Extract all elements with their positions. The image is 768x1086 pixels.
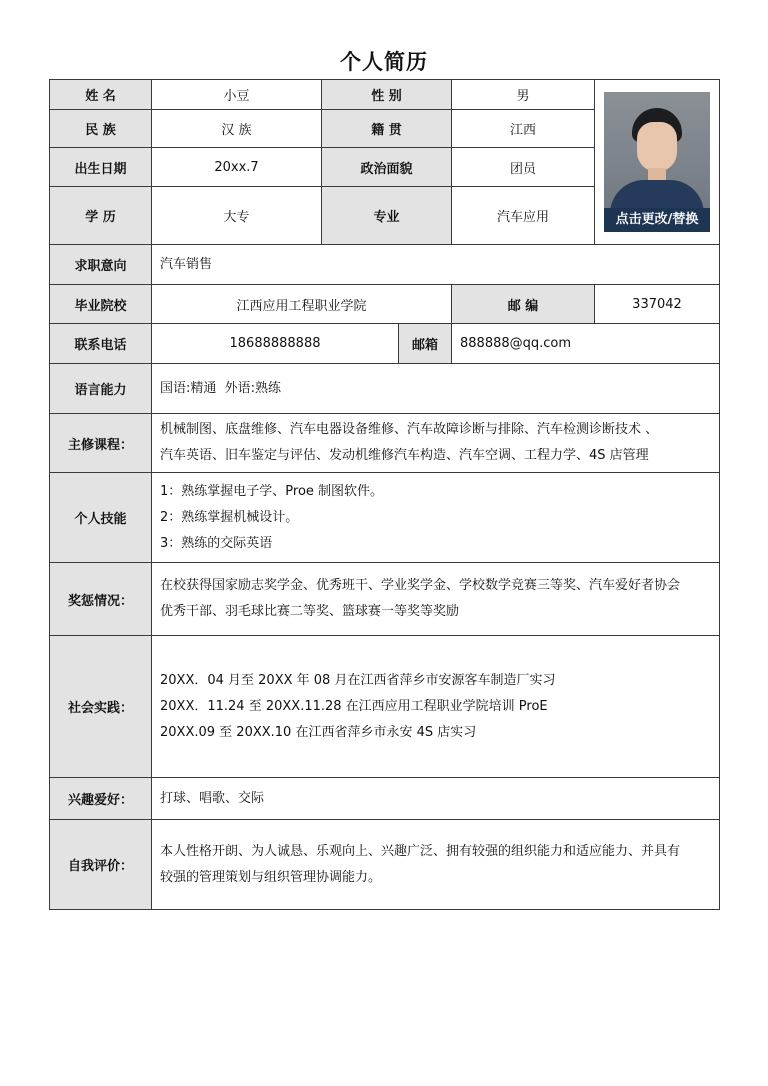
hobbies-value: 打球、唱歌、交际 (152, 778, 720, 820)
practice-line: 20XX．11.24 至 20XX.11.28 在江西应用工程职业学院培训 ProE (160, 698, 548, 714)
ethnicity-value: 汉 族 (152, 110, 322, 148)
phone-value: 18688888888 (152, 324, 399, 364)
practice-value (152, 636, 720, 778)
education-label: 学 历 (50, 187, 152, 245)
birth-value: 20xx.7 (152, 148, 322, 187)
job-intent-label: 求职意向 (50, 245, 152, 285)
postcode-value: 337042 (595, 285, 720, 324)
language-value: 国语:精通 外语:熟练 (152, 364, 720, 414)
resume-title: 个人简历 (340, 50, 428, 74)
name-label: 姓 名 (50, 80, 152, 110)
major-value: 汽车应用 (452, 187, 595, 245)
postcode-label: 邮 编 (452, 285, 595, 324)
politics-label: 政治面貌 (322, 148, 452, 187)
education-value: 大专 (152, 187, 322, 245)
email-label: 邮箱 (399, 324, 452, 364)
politics-value: 团员 (452, 148, 595, 187)
birth-label: 出生日期 (50, 148, 152, 187)
awards-label: 奖惩情况： (50, 563, 152, 636)
name-value: 小豆 (152, 80, 322, 110)
self-eval-label: 自我评价： (50, 820, 152, 910)
ethnicity-label: 民 族 (50, 110, 152, 148)
self-eval-line: 本人性格开朗、为人诚恳、乐观向上、兴趣广泛、拥有较强的组织能力和适应能力、并具有 (160, 843, 681, 859)
school-value: 江西应用工程职业学院 (152, 285, 452, 324)
courses-line: 机械制图、底盘维修、汽车电器设备维修、汽车故障诊断与排除、汽车检测诊断技术 、 (160, 422, 659, 437)
email-value: 888888@qq.com (452, 324, 720, 364)
practice-label: 社会实践： (50, 636, 152, 778)
phone-label: 联系电话 (50, 324, 152, 364)
photo-face-shape (637, 122, 677, 172)
job-intent-value: 汽车销售 (152, 245, 720, 285)
photo-replace-button[interactable]: 点击更改/替换 (604, 208, 710, 232)
origin-label: 籍 贯 (322, 110, 452, 148)
practice-line: 20XX.09 至 20XX.10 在江西省萍乡市永安 4S 店实习 (160, 724, 477, 740)
self-eval-value (152, 820, 720, 910)
skills-value (152, 473, 720, 563)
language-label: 语言能力 (50, 364, 152, 414)
hobbies-label: 兴趣爱好： (50, 778, 152, 820)
skills-line: 2：熟练掌握机械设计。 (160, 509, 299, 525)
photo-cell (595, 80, 720, 245)
origin-value: 江西 (452, 110, 595, 148)
profile-photo[interactable] (604, 92, 710, 232)
courses-line: 汽车英语、旧车鉴定与评估、发动机维修汽车构造、汽车空调、工程力学、4S 店管理 (160, 448, 649, 463)
skills-label: 个人技能 (50, 473, 152, 563)
resume-table (49, 79, 720, 910)
major-label: 专业 (322, 187, 452, 245)
awards-line: 优秀干部、羽毛球比赛二等奖、篮球赛一等奖等奖励 (160, 604, 460, 619)
courses-value (152, 414, 720, 473)
skills-line: 3：熟练的交际英语 (160, 535, 273, 551)
skills-line: 1：熟练掌握电子学、Proe 制图软件。 (160, 483, 384, 499)
school-label: 毕业院校 (50, 285, 152, 324)
awards-line: 在校获得国家励志奖学金、优秀班干、学业奖学金、学校数学竞赛三等奖、汽车爱好者协会 (160, 578, 681, 593)
gender-value: 男 (452, 80, 595, 110)
self-eval-line: 较强的管理策划与组织管理协调能力。 (160, 869, 382, 885)
gender-label: 性 别 (322, 80, 452, 110)
practice-line: 20XX．04 月至 20XX 年 08 月在江西省萍乡市安源客车制造厂实习 (160, 672, 556, 688)
awards-value (152, 563, 720, 636)
courses-label: 主修课程： (50, 414, 152, 473)
